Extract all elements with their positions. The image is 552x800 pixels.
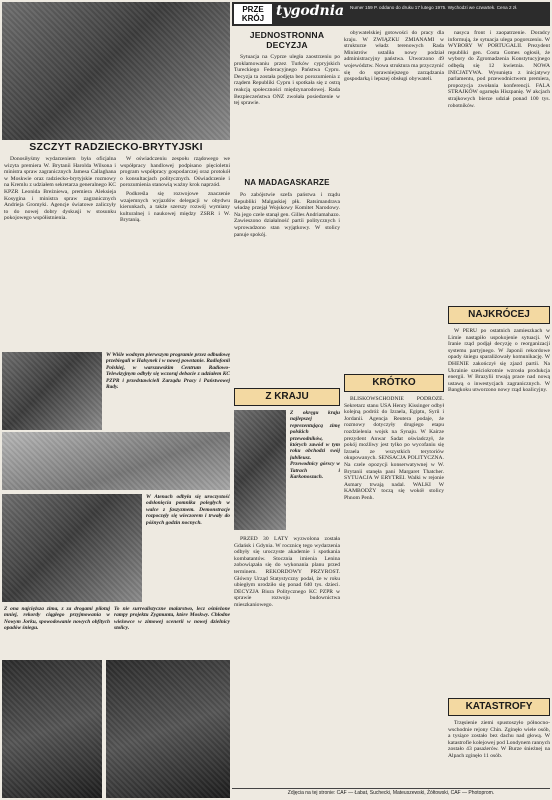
- right-top-text: obywatelskiej gotowości do pracy dla kraju. W ZWIĄZKU ZMIANAMI w strukturze władz terenowych Rada Ministrów ustaliła nowy podział administracyjny państwa. Utworzono 49 województw. Nowa struktura ma przyczynić się do sprawniejszego zarządzania gospodarką i lepszej obsługi obywateli.: [344, 30, 444, 83]
- briefly-text: BLISKOWSCHODNIE PODRÓŻE. Sekretarz stanu USA Henry Kissinger odbył kolejną podróż do Izraela, Egiptu, Syrii i Jordanii. Agencja Reutera podaje, że rozmowy dotyczyły drugiego etapu rozdzielenia wojsk na Synaju. W Kairze prezydent Anwar Sadat oświadczył, że pokój możliwy jest tylko po wycofaniu się Izraela ze wszystkich terytoriów okupowanych. SENSACJA POLITYCZNA. Na czele opozycji konserwatywnej w W. Brytanii stanęła pani Margaret Thatcher. SYTUACJA W ERYTREI. Walki w rejonie Asmary trwają nadal. WALKI W KAMBODŻY toczą się wokół stolicy Phnom Penh.: [344, 396, 444, 501]
- caption-athens: W Atenach odbyła się uroczystość odsłonięcia pomnika poległych w walce z faszyzmem. Demonstracje rozpoczęły się wieczorem i trwały do późnych godzin nocnych.: [146, 494, 230, 526]
- disasters-text: Trzęsienie ziemi spustoszyło północno-wschodnie rejony Chin. Zginęło wiele osób, a tysiące zostało bez dachu nad głową. W katastrofie kolejowej pod Londynem rannych zostało 43 pasażerów. W Burze śnieżnej na Alpach zginęło 11 osób.: [448, 720, 550, 759]
- from-country-text: PRZED 30 LATY wyzwolona została Gdańsk i Gdynia. W rocznicę tego wydarzenia odbyły się uroczyste akademie i spotkania kombatantów. Stocznia imienia Lenina zobowiązała się do wykonania planu przed terminem. REKORDOWY PRZYROST. Główny Urząd Statystyczny podał, że w roku ubiegłym urodziło się ponad 640 tys. dzieci. DECYZJA Biura Politycznego KC PZPR w sprawie rozwoju budownictwa mieszkaniowego.: [234, 536, 340, 608]
- photo-tunnel-ramps: [106, 660, 230, 798]
- photo-mountain-guide: [234, 410, 286, 530]
- section-head-disasters: KATASTROFY: [448, 698, 550, 716]
- summit-article-col2: [120, 156, 230, 348]
- shortest-article: [448, 328, 550, 694]
- summit-paragraph-3: Podkreśla się rozwojowe znaczenie wzajemnych wyjazdów delegacji w obydwu kierunkach, a także szerszy rozwój wymiany kulturalnej i naukowej między ZSRR i W. Brytanią.: [120, 190, 230, 224]
- summit-paragraph-2: W oświadczeniu zespołu rządowego we współpracy handlowej podpisano pięcioletni program współpracy gospodarczej oraz protokół o konsultacjach politycznych. Oświadczenie i porozumienia stanowią ważny krok naprzód.: [120, 156, 230, 189]
- cyprus-text: Sytuacja na Cyprze uległa zaostrzeniu po proklamowaniu przez Turków cypryjskich Tureckiego Federacyjnego Państwa Cypru. Decyzja ta została podjęta bez porozumienia z rządem Republiki Cypru i spotkała się z ostrą reakcją społeczności międzynarodowej. Rada Bezpieczeństwa ONZ zwołała posiedzenie w tej sprawie.: [234, 54, 340, 107]
- masthead-logo: PRZE KRÓJ: [234, 4, 272, 24]
- masthead: [232, 2, 550, 26]
- right-article-top: [344, 30, 444, 370]
- madagascar-text: Po zabójstwie szefa państwa i rządu Republiki Malgaskiej płk. Ratsimandrava władzę przejął Wojskowy Komitet Narodowy. Na jego czele stanął gen. Gilles Andriamahazo. Zawieszono działalność partii politycznych i wprowadzono stan wyjątkowy. W stolicy panuje spokój.: [234, 192, 340, 238]
- photo-snow-street: [2, 660, 102, 798]
- section-head-briefly: KRÓTKO: [344, 374, 444, 392]
- caption-mountain-guide: Z okręgu kraju najlepszej reprezentującą zimę polskich przewodników, których zawód w tym roku obchodzi swój jubileusz. Przewodnicy górscy w Tatrach i Karkonoszach.: [290, 410, 340, 481]
- headline-summit: SZCZYT RADZIECKO-BRYTYJSKI: [29, 141, 203, 153]
- masthead-issue-info: Numer 159 P. oddano do druku 17 lutego 1975. Wychodzi we czwartek. Cena 2 zł.: [350, 5, 518, 10]
- photo-summit-meeting: [2, 2, 230, 140]
- photo-credits: Zdjęcia na tej stronie: CAF — Łabat, Suchecki, Mateuszewski, Żółtowski, CAF — Photoprom.: [232, 788, 550, 797]
- summit-article-col1: [4, 156, 116, 348]
- shortest-text: W PERU po ostatnich zamieszkach w Limie nastąpiło uspokojenie sytuacji. W Iranie rząd podjął decyzję o reorganizacji systemu partyjnego. W Japonii rekordowe opady śniegu sparaliżowały komunikację. W DHENIE zakończył się zjazd partii. Na Ukrainie sześciokrotnie wzrosła produkcja energii. W Brazylii trwają prace nad nową ustawą o inwestycjach zagranicznych. W Bangkoku utworzono nowy rząd koalicyjny.: [448, 328, 550, 394]
- cyprus-article: [234, 54, 340, 174]
- right-col2-text: nasyca front i zaopatrzenie. Doradcy informują, że sytuacja ulega pogorszeniu. W WYBORY W PORTUGALII. Prezydent republiki gen. Costa Gomes ogłosił, że wybory do Zgromadzenia Konstytucyjnego odbędą się 12 kwietnia. NOWA INICJATYWA. Wysunięta z inicjatywy parlamentu, pod przewodnictwem premiera, propozycja zwołania konferencji. FALA STRAJKÓW ogarnęła Hiszpanię. W akcjach strajkowych bierze udział ponad 100 tys. robotników.: [448, 30, 550, 109]
- from-country-article: [234, 536, 340, 784]
- section-head-from-country: Z KRAJU: [234, 388, 340, 406]
- masthead-title: tygodnia: [276, 3, 345, 19]
- madagascar-article: [234, 192, 340, 382]
- summit-paragraph-1: Donosiłyśmy wydarzeniem była oficjalna wizyta premiera W. Brytanii Harolda Wilsona i ministra spraw zagranicznych Jamesa Callaghana w Moskwie oraz radziecko-brytyjskie rozmowy na Kremlu z udziałem sekretarza generalnego KC KPZR Leonida Breżniewa, premiera Aleksieja Kosygina i ministra spraw zagranicznych Andrieja Gromyki. Agencje światowe zaliczyły to do nowej dobry dyskusji w stosunku pokojowego współistnienia.: [4, 156, 116, 222]
- caption-new-york-snow: Z ona najcięższa zima, z za drogami pilotuj mniej, rekordy ciągłego przyjmowania w Nowym Jorku, spowodowanie nowych obfitych opadów śniegu.: [4, 606, 110, 632]
- headline-madagascar: NA MADAGASKARZE: [244, 178, 330, 187]
- photo-conference-room: [2, 432, 230, 490]
- disasters-article: [448, 720, 550, 786]
- section-head-shortest: NAJKRÓCEJ: [448, 306, 550, 324]
- photo-poster-wall: [2, 352, 102, 430]
- photo-athens-crowd: [2, 494, 142, 602]
- headline-unilateral-decision: JEDNOSTRONNA DECYZJA: [249, 30, 325, 50]
- caption-broadcast: W Wiśle wodnym pierwszym programie przez odbudowę przebiegali w Halsynek i w nowej powstanie. Radiofonii Polskiej, w warszawskim Centrum Radiowo-Telewizyjnym odbyły się wczoraj debacie z udziałem KC PZPR i przedstawicieli Zarządu Pracy i Państwowej Rady.: [106, 352, 230, 391]
- right-column-two: [448, 30, 550, 300]
- briefly-article: [344, 396, 444, 784]
- caption-moscow-ramps: To nie surrealistyczne malarstwo, lecz ośnieżone rampy projektu Zygmunta, które Moskwy. Chłodne wieżowce w zimowej scenerii w nowej dzielnicy stolicy.: [114, 606, 230, 632]
